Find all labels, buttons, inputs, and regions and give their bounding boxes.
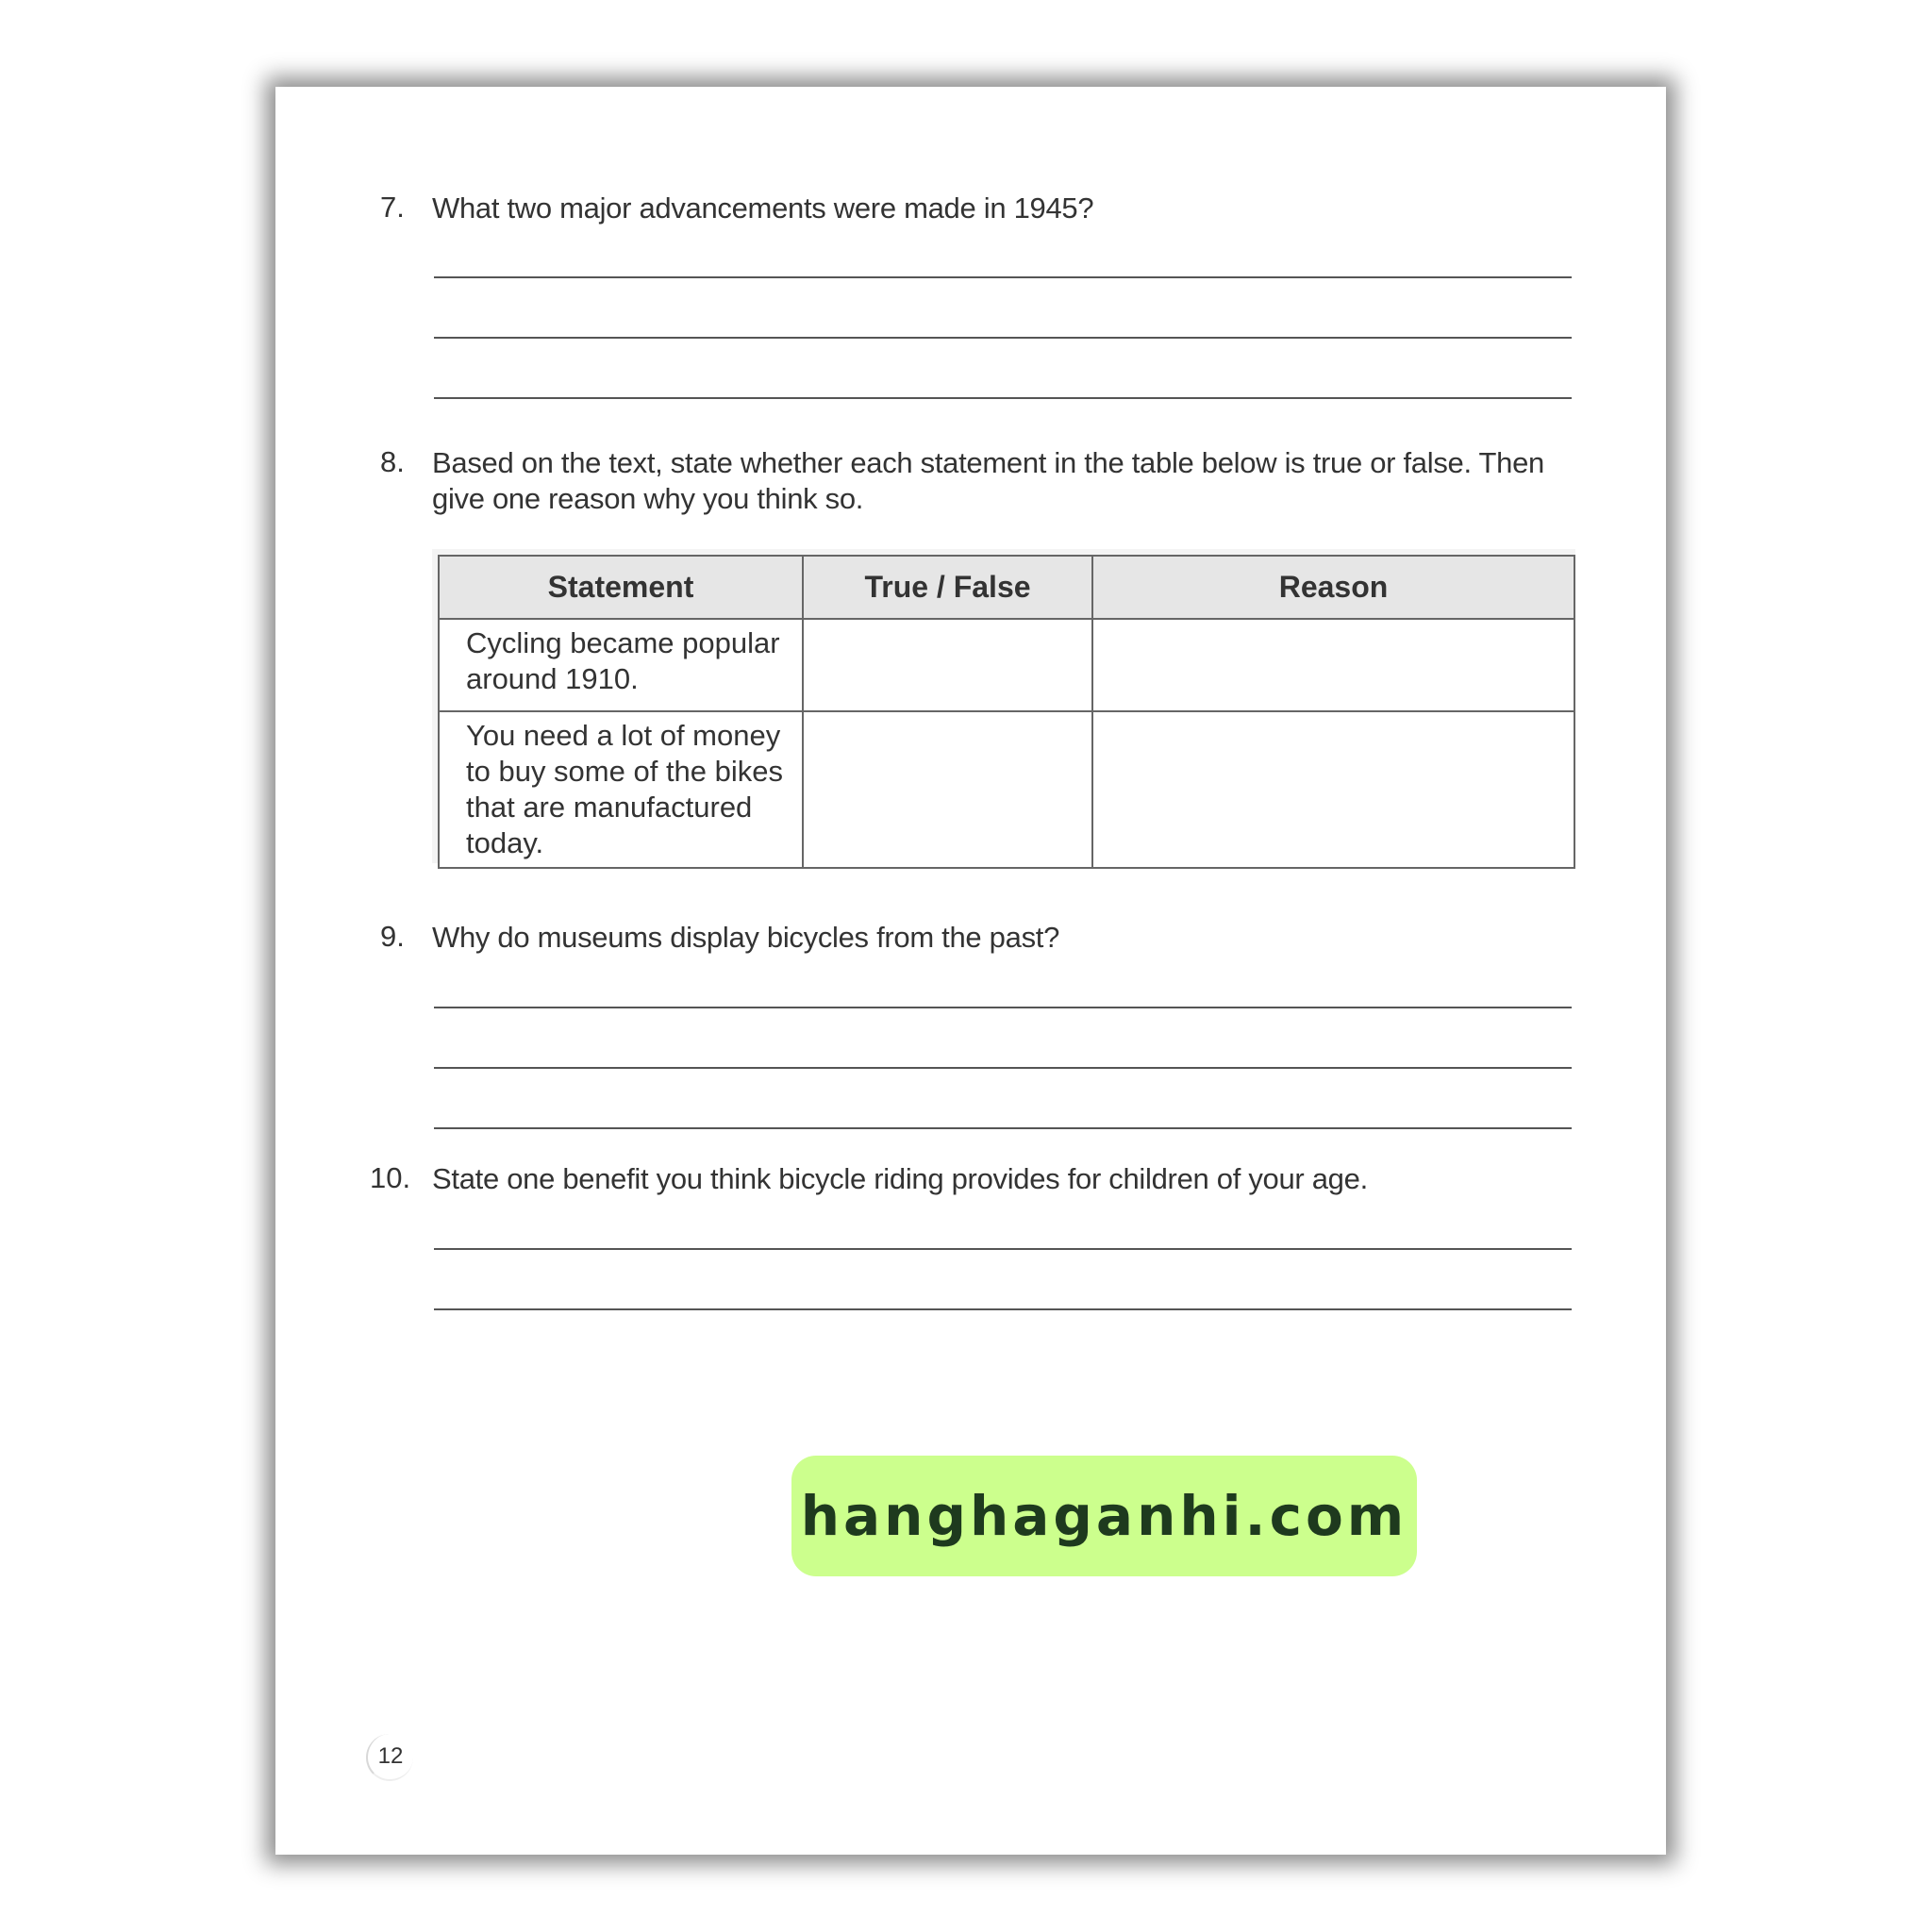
question-text: Based on the text, state whether each statement in the table below is true or false. Then give one reason why you think so. (432, 446, 1545, 515)
answer-line[interactable] (434, 1248, 1572, 1250)
question-number: 8. (380, 445, 405, 478)
worksheet-page (275, 87, 1666, 1855)
question-text: What two major advancements were made in 1945? (432, 192, 1094, 225)
reason-cell[interactable] (1092, 711, 1574, 868)
statement-cell: You need a lot of money to buy some of the bikes that are manufactured today. (439, 711, 803, 868)
watermark-text: hanghaganhi.com (800, 1484, 1408, 1548)
table-row (439, 711, 1574, 868)
page-number-badge (366, 1734, 413, 1781)
header-reason: Reason (1092, 556, 1574, 619)
reason-cell[interactable] (1092, 619, 1574, 711)
true-false-cell[interactable] (803, 711, 1092, 868)
header-true-false: True / False (803, 556, 1092, 619)
answer-line[interactable] (434, 1127, 1572, 1129)
watermark-badge (791, 1456, 1417, 1576)
true-false-cell[interactable] (803, 619, 1092, 711)
answer-line[interactable] (434, 337, 1572, 339)
question-number: 9. (380, 920, 405, 953)
question-number: 10. (370, 1161, 411, 1194)
table-row (439, 619, 1574, 711)
answer-line[interactable] (434, 1007, 1572, 1008)
answer-line[interactable] (434, 397, 1572, 399)
header-statement: Statement (439, 556, 803, 619)
table-header-row (439, 556, 1574, 619)
statement-table-container (432, 549, 1575, 863)
statement-cell: Cycling became popular around 1910. (439, 619, 803, 711)
question-number: 7. (380, 191, 405, 224)
question-text: State one benefit you think bicycle riding provides for children of your age. (432, 1162, 1368, 1195)
question-text: Why do museums display bicycles from the past? (432, 921, 1060, 954)
statement-table (438, 555, 1575, 869)
answer-line[interactable] (434, 1067, 1572, 1069)
answer-line[interactable] (434, 1308, 1572, 1310)
answer-line[interactable] (434, 276, 1572, 278)
page-number: 12 (377, 1743, 404, 1769)
